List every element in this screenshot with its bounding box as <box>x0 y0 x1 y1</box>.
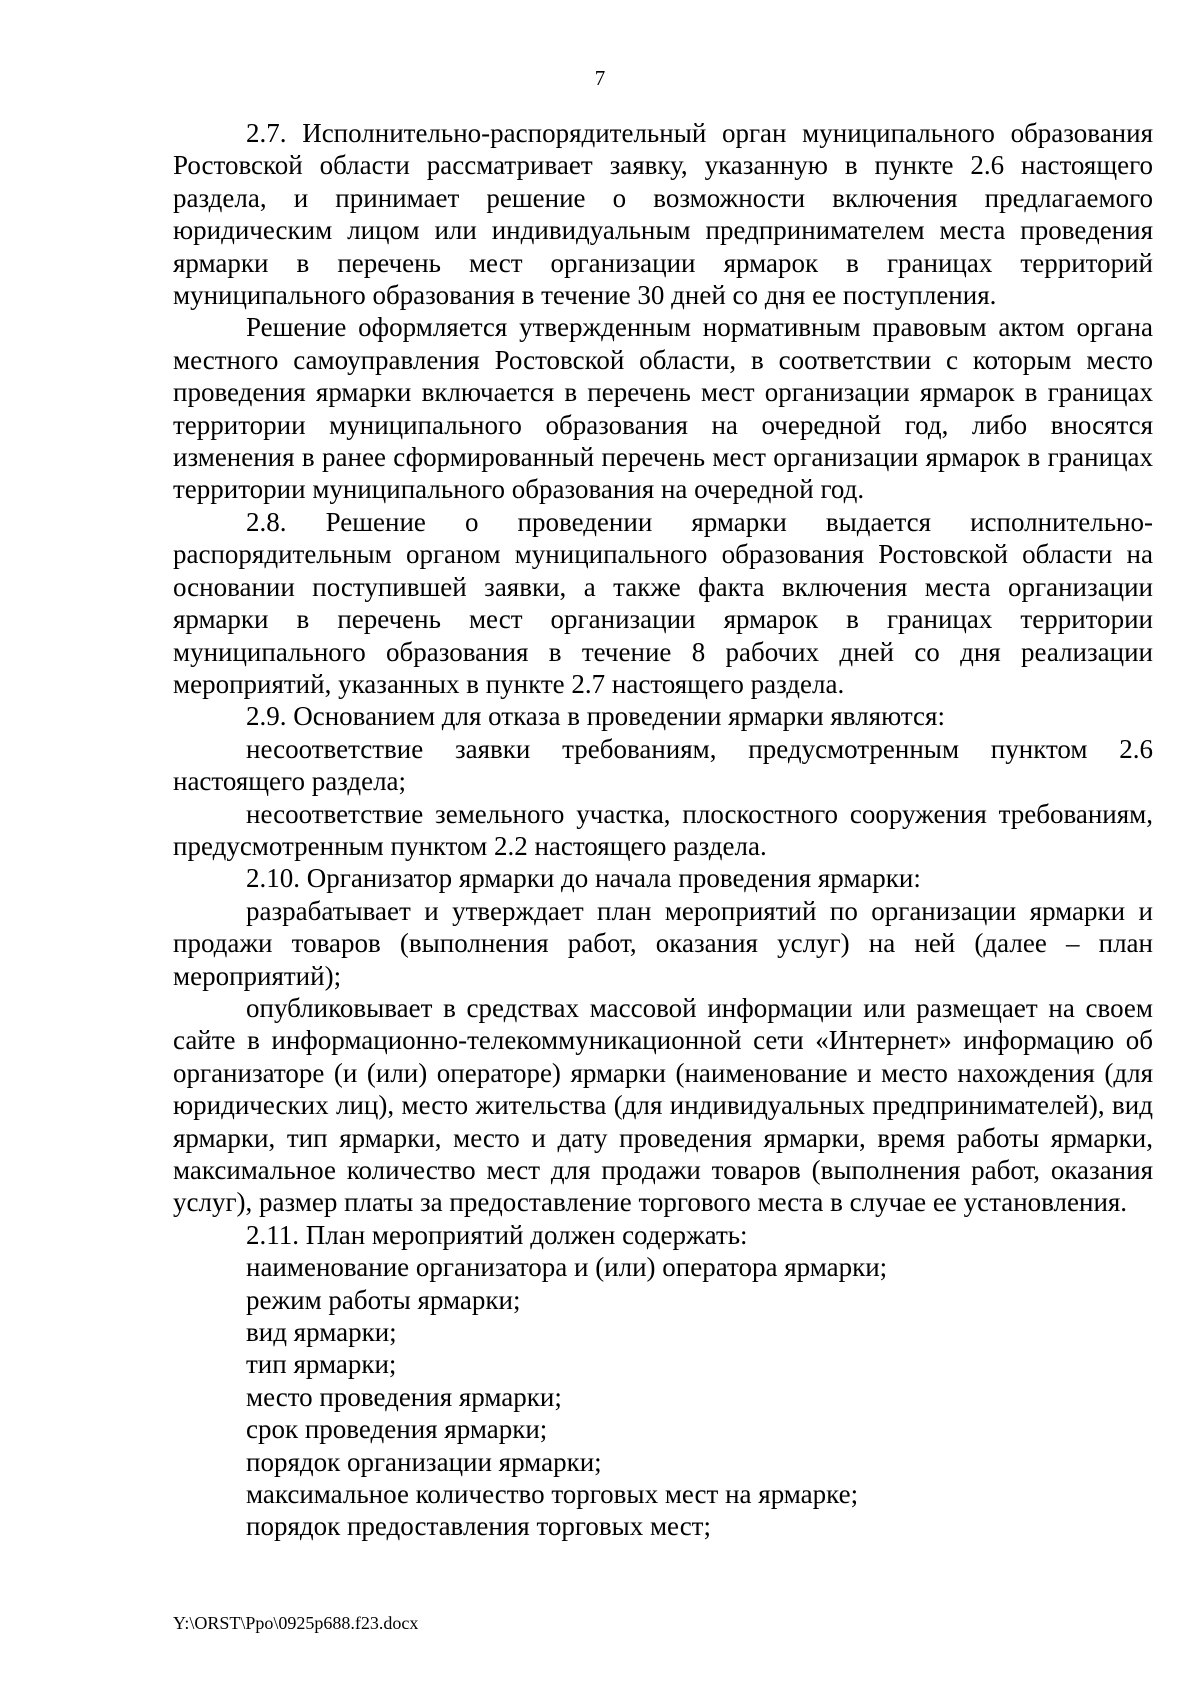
paragraph-2-10: 2.10. Организатор ярмарки до начала проведения ярмарки: <box>246 863 921 894</box>
plan-item: режим работы ярмарки; <box>246 1284 521 1315</box>
plan-item: срок проведения ярмарки; <box>246 1414 548 1445</box>
paragraph-2-7: 2.7. Исполнительно-распорядительный орган муниципального образования Ростовской области рассматривает заявку, указанную в пункте 2.6 настоящего раздела, и принимает решение о возможности включения предлагаемого юридическим лицом или индивидуальным предпринимателем места проведения ярмарки в перечень мест организации ярмарок в границах территорий муниципального образования в течение 30 дней со дня ее поступления. <box>173 118 1153 311</box>
plan-item: максимальное количество торговых мест на ярмарке; <box>246 1479 859 1510</box>
document-body <box>173 117 1153 1543</box>
footer-file-path: Y:\ORST\Ppo\0925p688.f23.docx <box>173 1613 419 1633</box>
paragraph-2-9: 2.9. Основанием для отказа в проведении ярмарки являются: <box>246 701 945 732</box>
paragraph-2-8: 2.8. Решение о проведении ярмарки выдается исполнительно-распорядительным органом муниципального образования Ростовской области на основании поступившей заявки, а также факта включения места организации ярмарки в перечень мест организации ярмарок в границах территории муниципального образования в течение 8 рабочих дней со дня реализации мероприятий, указанных в пункте 2.7 настоящего раздела. <box>173 506 1153 699</box>
plan-item: наименование организатора и (или) оператора ярмарки; <box>246 1252 888 1283</box>
paragraph-refusal-reason-1: несоответствие заявки требованиям, предусмотренным пунктом 2.6 настоящего раздела; <box>173 733 1153 797</box>
paragraph-organizer-duty-2: опубликовывает в средствах массовой информации или размещает на своем сайте в информационно-телекоммуникационной сети «Интернет» информацию об организаторе (и (или) операторе) ярмарки (наименование и место нахождения (для юридических лиц), место жительства (для индивидуальных предпринимателей), вид ярмарки, тип ярмарки, место и дату проведения ярмарки, время работы ярмарки, максимальное количество мест для продажи товаров (выполнения работ, оказания услуг), размер платы за предоставление торгового места в случае ее установления. <box>173 992 1153 1218</box>
plan-item: вид ярмарки; <box>246 1317 397 1348</box>
plan-item: место проведения ярмарки; <box>246 1381 562 1412</box>
paragraph-refusal-reason-2: несоответствие земельного участка, плоскостного сооружения требованиям, предусмотренным пунктом 2.2 настоящего раздела. <box>173 798 1153 861</box>
plan-item: порядок организации ярмарки; <box>246 1446 602 1477</box>
paragraph-2-11: 2.11. План мероприятий должен содержать: <box>246 1219 748 1250</box>
paragraph-organizer-duty-1: разрабатывает и утверждает план мероприятий по организации ярмарки и продажи товаров (выполнения работ, оказания услуг) на ней (далее – план мероприятий); <box>173 895 1153 991</box>
plan-item: тип ярмарки; <box>246 1349 397 1380</box>
page-number: 7 <box>594 66 606 90</box>
plan-item: порядок предоставления торговых мест; <box>246 1511 711 1542</box>
paragraph-decision: Решение оформляется утвержденным нормативным правовым актом органа местного самоуправления Ростовской области, в соответствии с которым место проведения ярмарки включается в перечень мест организации ярмарок в границах территории муниципального образования на очередной год, либо вносятся изменения в ранее сформированный перечень мест организации ярмарок в границах территории муниципального образования на очередной год. <box>173 312 1153 505</box>
